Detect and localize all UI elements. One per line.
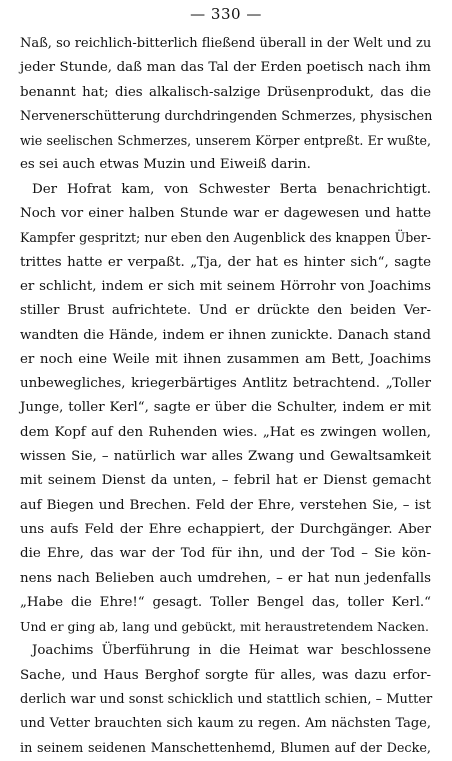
text-line: unbewegliches, kriegerbärtiges Antlitz betrachtend. „Toller — [20, 376, 431, 392]
text-line: dem Kopf auf den Ruhenden wies. „Hat es zwingen wollen, — [20, 424, 431, 440]
text-line: mit seinem Dienst da unten, – febril hat er Dienst gemacht — [20, 473, 431, 489]
text-line: in seinem seidenen Manschettenhemd, Blumen auf der Decke, — [20, 740, 431, 756]
text-line: es sei auch etwas Muzin und Eiweiß darin. — [20, 157, 311, 173]
text-line: stiller Brust aufrichtete. Und er drückte den beiden Ver- — [20, 303, 431, 319]
text-line: Der Hofrat kam, von Schwester Berta benachrichtigt. — [32, 181, 431, 197]
text-line: benannt hat; dies alkalisch-salzige Drüsenprodukt, das die — [20, 84, 431, 100]
text-line: die Ehre, das war der Tod für ihn, und der Tod – Sie kön- — [20, 546, 431, 562]
page-number: — 330 — — [190, 5, 262, 23]
text-line: und Vetter brauchten sich kaum zu regen. Am nächsten Tage, — [20, 716, 431, 732]
text-line: Junge, toller Kerl“, sagte er über die Schulter, indem er mit — [20, 400, 431, 416]
text-line: „Habe die Ehre!“ gesagt. Toller Bengel das, toller Kerl.“ — [20, 594, 431, 610]
text-line: nens nach Belieben auch umdrehen, – er hat nun jedenfalls — [20, 570, 431, 586]
text-line: auf Biegen und Brechen. Feld der Ehre, verstehen Sie, – ist — [20, 497, 431, 513]
text-line: Sache, und Haus Berghof sorgte für alles, was dazu erfor- — [20, 667, 431, 683]
text-line: er noch eine Weile mit ihnen zusammen am Bett, Joachims — [20, 351, 431, 367]
text-line: wandten die Hände, indem er ihnen zunickte. Danach stand — [20, 327, 431, 343]
text-line: Und er ging ab, lang und gebückt, mit heraustretendem Nacken. — [20, 619, 429, 635]
text-line: er schlicht, indem er sich mit seinem Hörrohr von Joachims — [20, 278, 431, 294]
text-line: wie seelischen Schmerzes, unserem Körper entpreßt. Er wußte, — [20, 133, 431, 149]
text-line: Noch vor einer halben Stunde war er dagewesen und hatte — [20, 206, 431, 222]
text-line: Kampfer gespritzt; nur eben den Augenblick des knappen Über- — [20, 230, 431, 246]
text-line: jeder Stunde, daß man das Tal der Erden poetisch nach ihm — [20, 60, 431, 76]
text-line: Naß, so reichlich-bitterlich fließend überall in der Welt und zu — [20, 36, 432, 51]
text-line: derlich war und sonst schicklich und stattlich schien, – Mutter — [20, 692, 433, 708]
text-line: Nervenerschütterung durchdringenden Schmerzes, physischen — [20, 108, 433, 124]
body-text — [20, 32, 431, 761]
text-line: uns aufs Feld der Ehre echappiert, der Durchgänger. Aber — [20, 521, 431, 537]
text-line: wissen Sie, – natürlich war alles Zwang und Gewaltsamkeit — [20, 449, 431, 465]
text-line: trittes hatte er verpaßt. „Tja, der hat es hinter sich“, sagte — [20, 254, 431, 270]
text-line: Joachims Überführung in die Heimat war beschlossene — [32, 643, 431, 659]
